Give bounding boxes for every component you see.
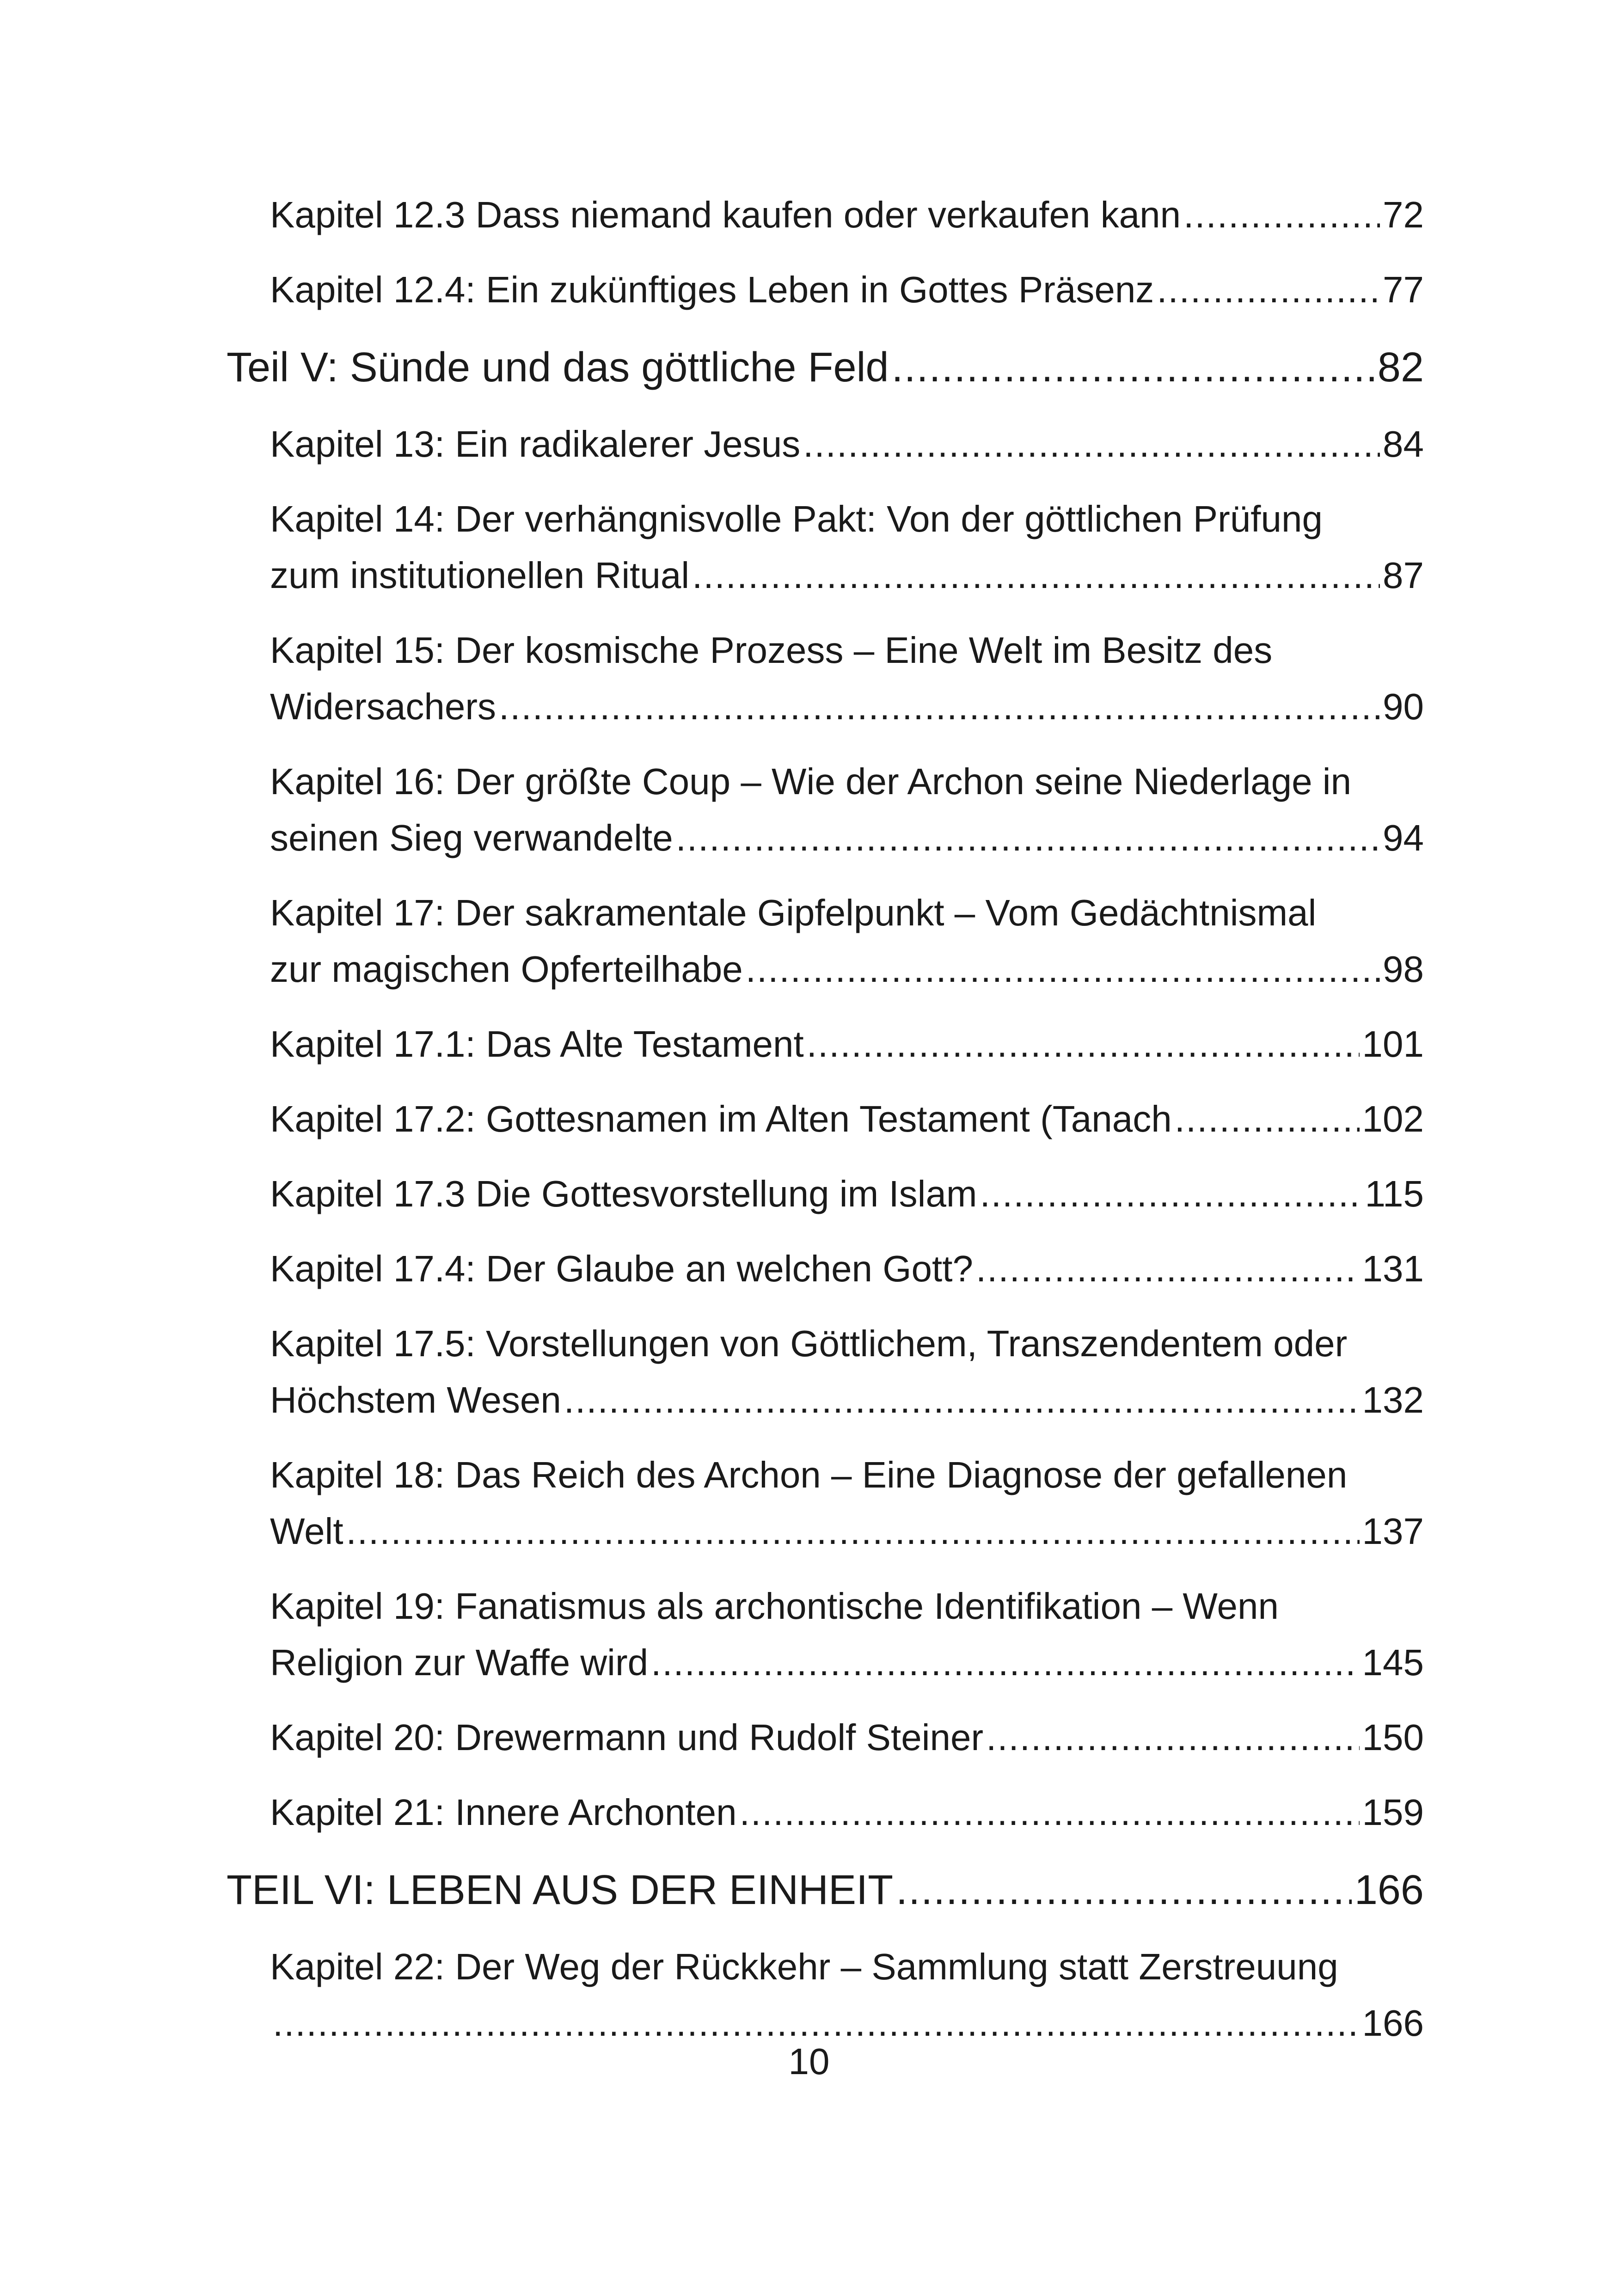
toc-page-number: 132 (1362, 1379, 1424, 1420)
toc-entry-line (227, 491, 1424, 547)
toc-part-entry (227, 1860, 1424, 1920)
toc-entry-title: Kapitel 17.3 Die Gottesvorstellung im Islam (270, 1173, 977, 1214)
dot-leader (807, 1016, 1360, 1072)
toc-entry-title: Kapitel 21: Innere Archonten (270, 1792, 737, 1833)
toc-page-number: 77 (1383, 269, 1424, 310)
toc-entry-title: seinen Sieg verwandelte (270, 817, 673, 858)
table-of-contents (227, 187, 1424, 2051)
dot-leader (803, 416, 1380, 472)
toc-page-number: 98 (1383, 949, 1424, 990)
toc-entry-title: zum institutionellen Ritual (270, 555, 690, 596)
toc-entry-line (227, 1447, 1424, 1503)
dot-leader (1175, 1091, 1360, 1147)
toc-entry-title: Welt (270, 1511, 343, 1552)
toc-entry-title: Kapitel 17.4: Der Glaube an welchen Gott? (270, 1248, 973, 1289)
dot-leader (346, 1503, 1360, 1560)
toc-chapter-entry (227, 1920, 1424, 2051)
toc-entry-title: Widersachers (270, 686, 496, 727)
toc-entry-line (227, 753, 1424, 810)
toc-entry-line (227, 547, 1424, 604)
dot-leader (976, 1241, 1360, 1297)
toc-entry-title: Kapitel 16: Der größte Coup – Wie der Archon seine Niederlage in (270, 761, 1352, 802)
dot-leader (1183, 187, 1380, 243)
toc-entry-line (227, 941, 1424, 998)
toc-entry-title: Höchstem Wesen (270, 1379, 561, 1420)
toc-entry-title: zur magischen Opferteilhabe (270, 949, 743, 990)
toc-entry-line (227, 1784, 1424, 1841)
toc-entry-title: Kapitel 15: Der kosmische Prozess – Eine Welt im Besitz des (270, 630, 1273, 671)
dot-leader (980, 1166, 1362, 1222)
toc-entry-line (227, 1091, 1424, 1147)
toc-entry-line (227, 1016, 1424, 1072)
toc-chapter-entry (227, 187, 1424, 243)
toc-chapter-entry (227, 998, 1424, 1072)
dot-leader (746, 941, 1380, 998)
toc-page-number: 145 (1362, 1642, 1424, 1683)
toc-entry-line (227, 1709, 1424, 1766)
toc-page-number: 94 (1383, 817, 1424, 858)
toc-entry-line (227, 1241, 1424, 1297)
dot-leader (892, 337, 1375, 398)
toc-page-number: 87 (1383, 555, 1424, 596)
dot-leader (1157, 262, 1380, 318)
toc-entry-title: Kapitel 18: Das Reich des Archon – Eine Diagnose der gefallenen (270, 1454, 1348, 1495)
dot-leader (692, 547, 1380, 604)
toc-entry-line (227, 1503, 1424, 1560)
toc-chapter-entry (227, 1691, 1424, 1766)
toc-chapter-entry (227, 398, 1424, 472)
toc-page-number: 131 (1362, 1248, 1424, 1289)
dot-leader (740, 1784, 1360, 1841)
toc-entry-line (227, 622, 1424, 679)
toc-entry-title: Kapitel 12.4: Ein zukünftiges Leben in Gottes Präsenz (270, 269, 1154, 310)
toc-entry-line (227, 1578, 1424, 1635)
toc-page-number: 166 (1362, 2002, 1424, 2044)
toc-page-number: 166 (1354, 1867, 1424, 1913)
toc-entry-title: TEIL VI: LEBEN AUS DER EINHEIT (227, 1867, 894, 1913)
toc-chapter-entry (227, 243, 1424, 318)
toc-page-number: 115 (1365, 1173, 1424, 1214)
toc-chapter-entry (227, 1147, 1424, 1222)
dot-leader (564, 1372, 1360, 1428)
toc-chapter-entry (227, 1222, 1424, 1297)
toc-entry-title: Kapitel 17.1: Das Alte Testament (270, 1023, 804, 1065)
toc-chapter-entry (227, 1560, 1424, 1691)
toc-entry-title: Kapitel 20: Drewermann und Rudolf Steiner (270, 1717, 984, 1758)
toc-entry-title: Religion zur Waffe wird (270, 1642, 649, 1683)
toc-chapter-entry (227, 1297, 1424, 1428)
dot-leader (499, 679, 1380, 735)
toc-entry-title: Kapitel 12.3 Dass niemand kaufen oder verkaufen kann (270, 194, 1181, 235)
toc-entry-title: Kapitel 17.5: Vorstellungen von Göttlichem, Transzendentem oder (270, 1323, 1348, 1364)
toc-page-number: 101 (1362, 1023, 1424, 1065)
toc-chapter-entry (227, 1072, 1424, 1147)
toc-entry-title: Kapitel 17.2: Gottesnamen im Alten Testament (Tanach (270, 1098, 1172, 1139)
toc-part-entry (227, 337, 1424, 398)
toc-entry-line (227, 679, 1424, 735)
toc-page-number: 72 (1383, 194, 1424, 235)
dot-leader (986, 1709, 1359, 1766)
toc-entry-line (227, 1635, 1424, 1691)
toc-entry-title: Kapitel 19: Fanatismus als archontische Identifikation – Wenn (270, 1586, 1279, 1627)
dot-leader (651, 1635, 1359, 1691)
toc-page-number: 102 (1362, 1098, 1424, 1139)
toc-entry-title: Kapitel 14: Der verhängnisvolle Pakt: Von der göttlichen Prüfung (270, 498, 1323, 539)
dot-leader (676, 810, 1380, 866)
toc-chapter-entry (227, 1766, 1424, 1841)
toc-chapter-entry (227, 866, 1424, 998)
toc-entry-title: Kapitel 22: Der Weg der Rückkehr – Sammlung statt Zerstreuung (270, 1946, 1338, 1987)
toc-entry-line (227, 337, 1424, 398)
toc-entry-line (227, 1166, 1424, 1222)
toc-entry-line (227, 810, 1424, 866)
toc-page-number: 84 (1383, 423, 1424, 465)
toc-page-number: 137 (1362, 1511, 1424, 1552)
toc-entry-line (227, 187, 1424, 243)
toc-entry-line (227, 416, 1424, 472)
toc-entry-line (227, 1372, 1424, 1428)
toc-chapter-entry (227, 1428, 1424, 1560)
toc-entry-line (227, 262, 1424, 318)
toc-entry-title: Kapitel 17: Der sakramentale Gipfelpunkt – Vom Gedächtnismal (270, 892, 1317, 933)
toc-chapter-entry (227, 472, 1424, 604)
toc-entry-title: Kapitel 13: Ein radikalerer Jesus (270, 423, 801, 465)
toc-entry-line (227, 885, 1424, 941)
toc-chapter-entry (227, 735, 1424, 866)
toc-entry-line (227, 1939, 1424, 1995)
toc-page-number: 90 (1383, 686, 1424, 727)
dot-leader (896, 1860, 1352, 1920)
toc-entry-line (227, 1860, 1424, 1920)
toc-chapter-entry (227, 604, 1424, 735)
toc-page-number: 159 (1362, 1792, 1424, 1833)
toc-page-number: 150 (1362, 1717, 1424, 1758)
toc-entry-line (227, 1316, 1424, 1372)
toc-entry-title: Teil V: Sünde und das göttliche Feld (227, 344, 889, 391)
toc-page-number: 82 (1377, 344, 1424, 391)
page-number: 10 (788, 2041, 830, 2082)
